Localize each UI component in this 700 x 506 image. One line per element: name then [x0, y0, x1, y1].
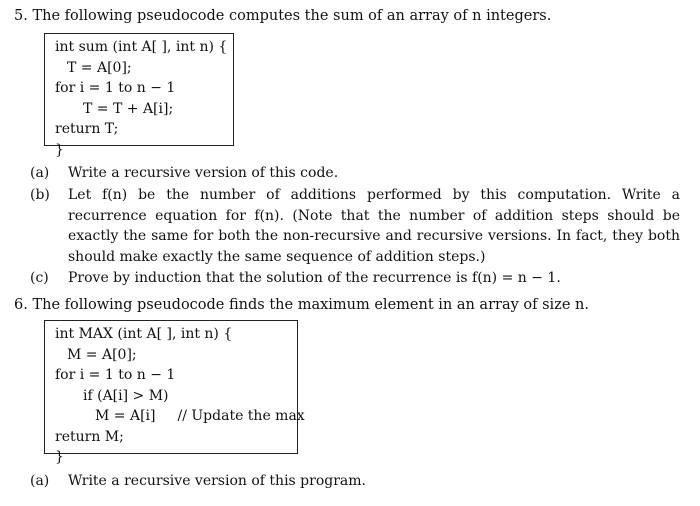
- part-text: Let f(n) be the number of additions performed by this computation. Write a recurrence equation for f(n). (Note that the number of addition steps should be exactly the same for both the non-recursive and recursive versions. In fact, they both should make exactly the same sequence of addition steps.): [68, 187, 680, 265]
- code-line: for i = 1 to n − 1: [55, 80, 176, 96]
- part-marker: (b): [30, 187, 50, 203]
- problem-5-code-box: [44, 33, 234, 158]
- part-marker: (a): [30, 165, 50, 181]
- part-marker: (c): [30, 270, 49, 286]
- problem-5-heading: 5. The following pseudocode computes the sum of an array of n integers.: [14, 8, 552, 24]
- code-comment: // Update the max: [177, 408, 305, 424]
- problem-5-part-c: [30, 268, 680, 289]
- problem-6-part-a: [30, 471, 680, 492]
- code-line: [55, 406, 305, 427]
- code-line: int sum (int A[ ], int n) {: [55, 39, 228, 55]
- code-line: if (A[i] > M): [83, 387, 169, 404]
- code-line: }: [55, 449, 64, 465]
- code-text: M = A[i]: [95, 408, 156, 424]
- code-line: }: [55, 141, 64, 158]
- part-text: Prove by induction that the solution of the recurrence is f(n) = n − 1.: [68, 270, 561, 286]
- code-line: T = T + A[i];: [83, 100, 174, 117]
- part-marker: (a): [30, 473, 50, 489]
- code-line: return T;: [55, 121, 119, 137]
- code-line: for i = 1 to n − 1: [55, 367, 176, 383]
- part-text: Write a recursive version of this code.: [68, 165, 339, 181]
- code-line: T = A[0];: [67, 59, 132, 76]
- code-line: return M;: [55, 428, 124, 445]
- part-text: Write a recursive version of this program.: [68, 473, 366, 489]
- problem-5-part-a: [30, 163, 680, 184]
- problem-5-part-b: [30, 185, 680, 267]
- problem-6-code-box: [44, 320, 305, 465]
- code-line: int MAX (int A[ ], int n) {: [55, 326, 233, 342]
- problem-6-heading: 6. The following pseudocode finds the maximum element in an array of size n.: [14, 297, 589, 313]
- code-line: M = A[0];: [67, 346, 137, 363]
